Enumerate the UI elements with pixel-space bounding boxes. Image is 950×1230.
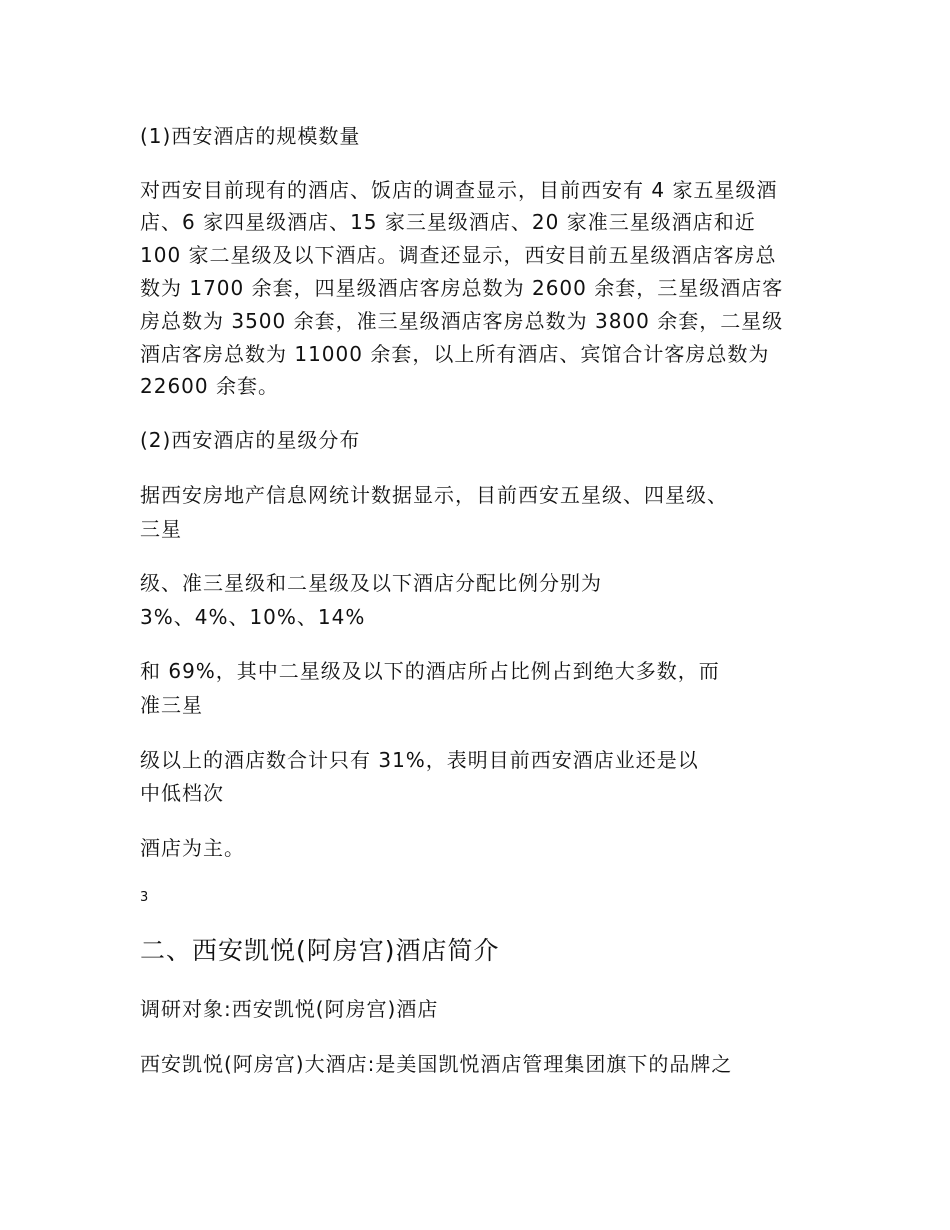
- section-heading-distribution: (2)西安酒店的星级分布: [140, 428, 361, 452]
- paragraph-line: 100 家二星级及以下酒店。调查还显示，西安目前五星级酒店客房总: [140, 243, 777, 267]
- page-number: 3: [140, 890, 149, 905]
- paragraph-line: 酒店为主。: [140, 836, 245, 860]
- paragraph-line: 22600 余套。: [140, 374, 279, 398]
- paragraph-line: 准三星: [140, 693, 203, 717]
- paragraph-line: 据西安房地产信息网统计数据显示，目前西安五星级、四星级、: [140, 483, 728, 507]
- paragraph-line: 3%、4%、10%、14%: [140, 605, 366, 629]
- paragraph-line: 级、准三星级和二星级及以下酒店分配比例分别为: [140, 571, 602, 595]
- paragraph-line: 店、6 家四星级酒店、15 家三星级酒店、20 家准三星级酒店和近: [140, 210, 756, 234]
- paragraph-line: 中低档次: [140, 781, 224, 805]
- paragraph-line: 房总数为 3500 余套，准三星级酒店客房总数为 3800 余套，二星级: [140, 309, 784, 333]
- paragraph-line: 三星: [140, 517, 182, 541]
- paragraph-line: 酒店客房总数为 11000 余套，以上所有酒店、宾馆合计客房总数为: [140, 342, 770, 366]
- paragraph-line: 对西安目前现有的酒店、饭店的调查显示，目前西安有 4 家五星级酒: [140, 178, 778, 202]
- paragraph-line: 西安凯悦(阿房宫)大酒店:是美国凯悦酒店管理集团旗下的品牌之: [140, 1052, 733, 1076]
- paragraph-line: 数为 1700 余套，四星级酒店客房总数为 2600 余套，三星级酒店客: [140, 276, 784, 300]
- paragraph-line: 和 69%，其中二星级及以下的酒店所占比例占到绝大多数，而: [140, 659, 720, 683]
- chapter-heading: 二、西安凯悦(阿房宫)酒店简介: [140, 936, 500, 965]
- paragraph-line: 级以上的酒店数合计只有 31%，表明目前西安酒店业还是以: [140, 748, 699, 772]
- section-heading-scale: (1)西安酒店的规模数量: [140, 124, 361, 148]
- paragraph-line: 调研对象:西安凯悦(阿房宫)酒店: [140, 997, 439, 1021]
